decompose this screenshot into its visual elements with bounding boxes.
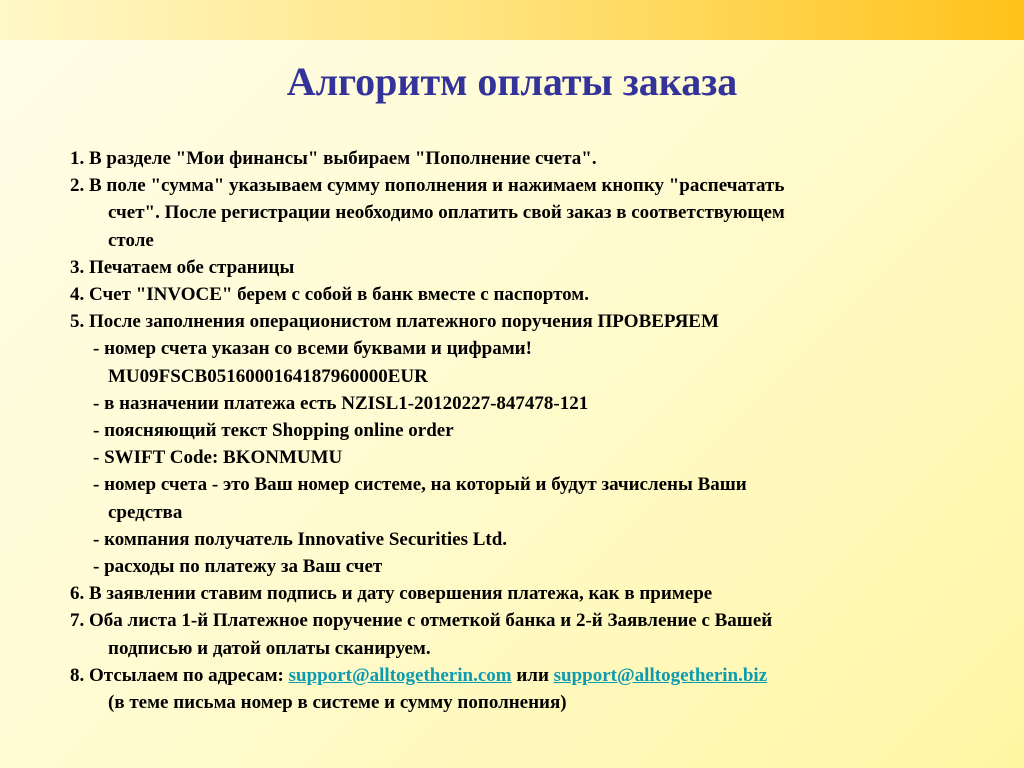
list-line: 5. После заполнения операционистом платежного поручения ПРОВЕРЯЕМ	[70, 311, 719, 333]
send-line	[70, 662, 950, 689]
list-line: 7. Оба листа 1-й Платежное поручение с отметкой банка и 2-й Заявление с Вашей	[70, 610, 773, 632]
list-line: - SWIFT Code: BKONMUMU	[93, 447, 343, 469]
list-line: 2. В поле "сумма" указываем сумму пополнения и нажимаем кнопку "распечатать	[70, 175, 785, 197]
top-accent-band	[0, 0, 1024, 40]
list-line: средства	[108, 501, 183, 523]
email-link-com[interactable]: support@alltogetherin.com	[288, 664, 512, 686]
list-line: - расходы по платежу за Ваш счет	[93, 556, 383, 578]
list-line: 6. В заявлении ставим подпись и дату совершения платежа, как в примере	[70, 583, 713, 605]
list-line: MU09FSCB0516000164187960000EUR	[108, 365, 428, 387]
send-or: или	[511, 664, 554, 686]
send-prefix: 8. Отсылаем по адресам:	[70, 664, 289, 686]
list-line: 3. Печатаем обе страницы	[70, 256, 295, 278]
list-line: подписью и датой оплаты сканируем.	[108, 637, 431, 659]
send-note: (в теме письма номер в системе и сумму пополнения)	[108, 692, 567, 714]
instruction-list	[70, 145, 950, 716]
list-line: - номер счета указан со всеми буквами и цифрами!	[93, 338, 532, 360]
list-line: - поясняющий текст Shopping online order	[93, 420, 454, 442]
list-line: - номер счета - это Ваш номер системе, на который и будут зачислены Ваши	[93, 474, 747, 496]
page-title: Алгоритм оплаты заказа	[286, 59, 738, 104]
list-line: счет". После регистрации необходимо оплатить свой заказ в соответствующем	[108, 202, 785, 224]
list-line: столе	[108, 229, 154, 251]
list-line: 4. Счет "INVOCE" берем с собой в банк вместе с паспортом.	[70, 284, 590, 306]
email-link-biz[interactable]: support@alltogetherin.biz	[553, 664, 768, 686]
list-line: - компания получатель Innovative Securities Ltd.	[93, 528, 508, 550]
list-line: - в назначении платежа есть NZISL1-20120227-847478-121	[93, 392, 589, 414]
list-line: 1. В разделе "Мои финансы" выбираем "Пополнение счета".	[70, 148, 597, 169]
